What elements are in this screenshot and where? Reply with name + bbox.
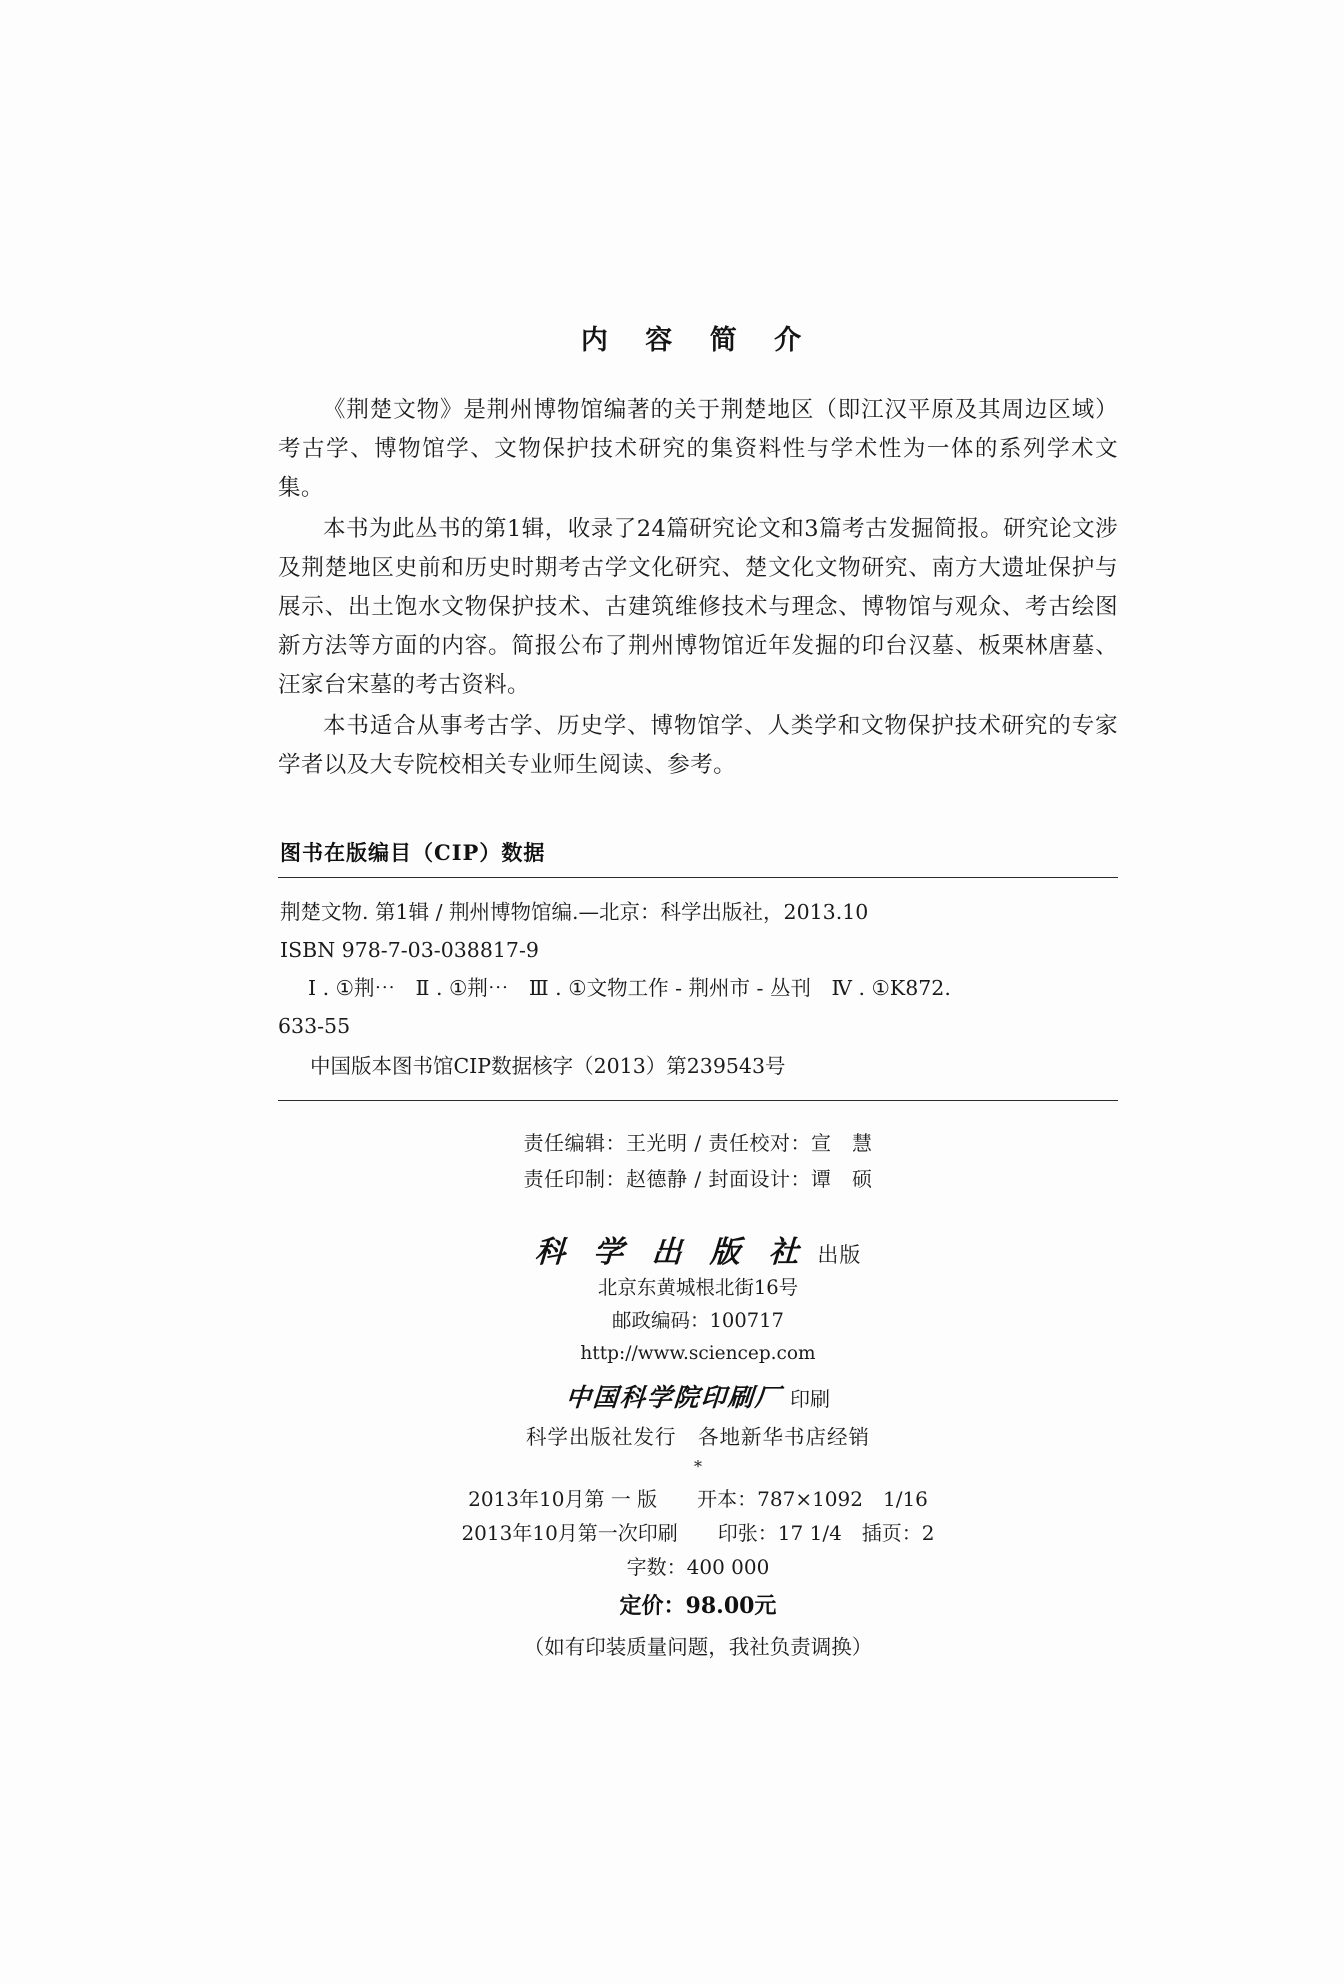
separator-asterisk: * [694, 1457, 702, 1476]
cip-line-catalog-number: 中国版本图书馆CIP数据核字（2013）第239543号 [310, 1054, 786, 1078]
printing-impression-row: 2013年10月第一次印刷 印张：17 1/4 插页：2 [461, 1521, 935, 1545]
printing-edition-row: 2013年10月第 一 版 开本：787×1092 1/16 [468, 1487, 928, 1511]
price-row: 定价：98.00元 [619, 1593, 777, 1619]
credit-editor-proofreader: 责任编辑：王光明 / 责任校对：宣 慧 [523, 1131, 873, 1155]
distribution-line: 科学出版社发行 各地新华书店经销 [526, 1425, 870, 1449]
page-title: 内 容 简 介 [580, 325, 816, 356]
publisher-url: http://www.sciencep.com [580, 1343, 816, 1364]
cip-divider-bottom [278, 1100, 1118, 1101]
credit-printing-cover: 责任印制：赵德静 / 封面设计：谭 硕 [523, 1167, 873, 1191]
publisher-block [278, 1227, 1118, 1478]
summary-paragraph-3: 本书适合从事考古学、历史学、博物馆学、人类学和文物保护技术研究的专家学者以及大专院校相关专业师生阅读、参考。 [278, 713, 1118, 778]
press-row [278, 1227, 1118, 1271]
cip-line-classification-cont: 633-55 [278, 1014, 351, 1038]
summary-paragraph-2: 本书为此丛书的第1辑，收录了24篇研究论文和3篇考古发掘简报。研究论文涉及荆楚地区史前和历史时期考古学文化研究、楚文化文物研究、南方大遗址保护与展示、出土饱水文物保护技术、古建筑维修技术与理念、博物馆与观众、考古绘图新方法等方面的内容。简报公布了荆州博物馆近年发掘的印台汉墓、板栗林唐墓、汪家台宋墓的考古资料。 [278, 516, 1118, 698]
publisher-postcode: 邮政编码：100717 [612, 1309, 784, 1332]
press-logo-text: 科 学 出 版 社 [533, 1235, 809, 1270]
printer-logo-text: 中国科学院印刷厂 [564, 1383, 783, 1412]
publisher-address: 北京东黄城根北街16号 [597, 1276, 799, 1299]
cip-title: 图书在版编目（CIP）数据 [280, 840, 546, 865]
credits-block [278, 1125, 1118, 1197]
printer-row [278, 1378, 1118, 1414]
page-content [278, 318, 1118, 1666]
quality-note: （如有印装质量问题，我社负责调换） [523, 1635, 873, 1659]
cip-line-isbn: ISBN 978-7-03-038817-9 [280, 938, 539, 962]
cip-line-bibliographic: 荆楚文物. 第1辑 / 荆州博物馆编.—北京：科学出版社，2013.10 [280, 900, 869, 924]
cip-body [278, 878, 1118, 1100]
cip-line-classification: Ⅰ . ①荆⋯ Ⅱ . ①荆⋯ Ⅲ . ①文物工作 - 荆州市 - 丛刊 Ⅳ . ①K872. [308, 976, 951, 1000]
printing-details [278, 1482, 1118, 1666]
cip-block [278, 837, 1118, 1101]
summary-paragraph-1: 《荆楚文物》是荆州博物馆编著的关于荆楚地区（即江汉平原及其周边区域）考古学、博物馆学、文物保护技术研究的集资料性与学术性为一体的系列学术文集。 [278, 397, 1118, 501]
printing-wordcount-row: 字数：400 000 [626, 1555, 770, 1579]
press-suffix-label: 出版 [817, 1243, 862, 1267]
printer-suffix-label: 印刷 [790, 1387, 830, 1411]
